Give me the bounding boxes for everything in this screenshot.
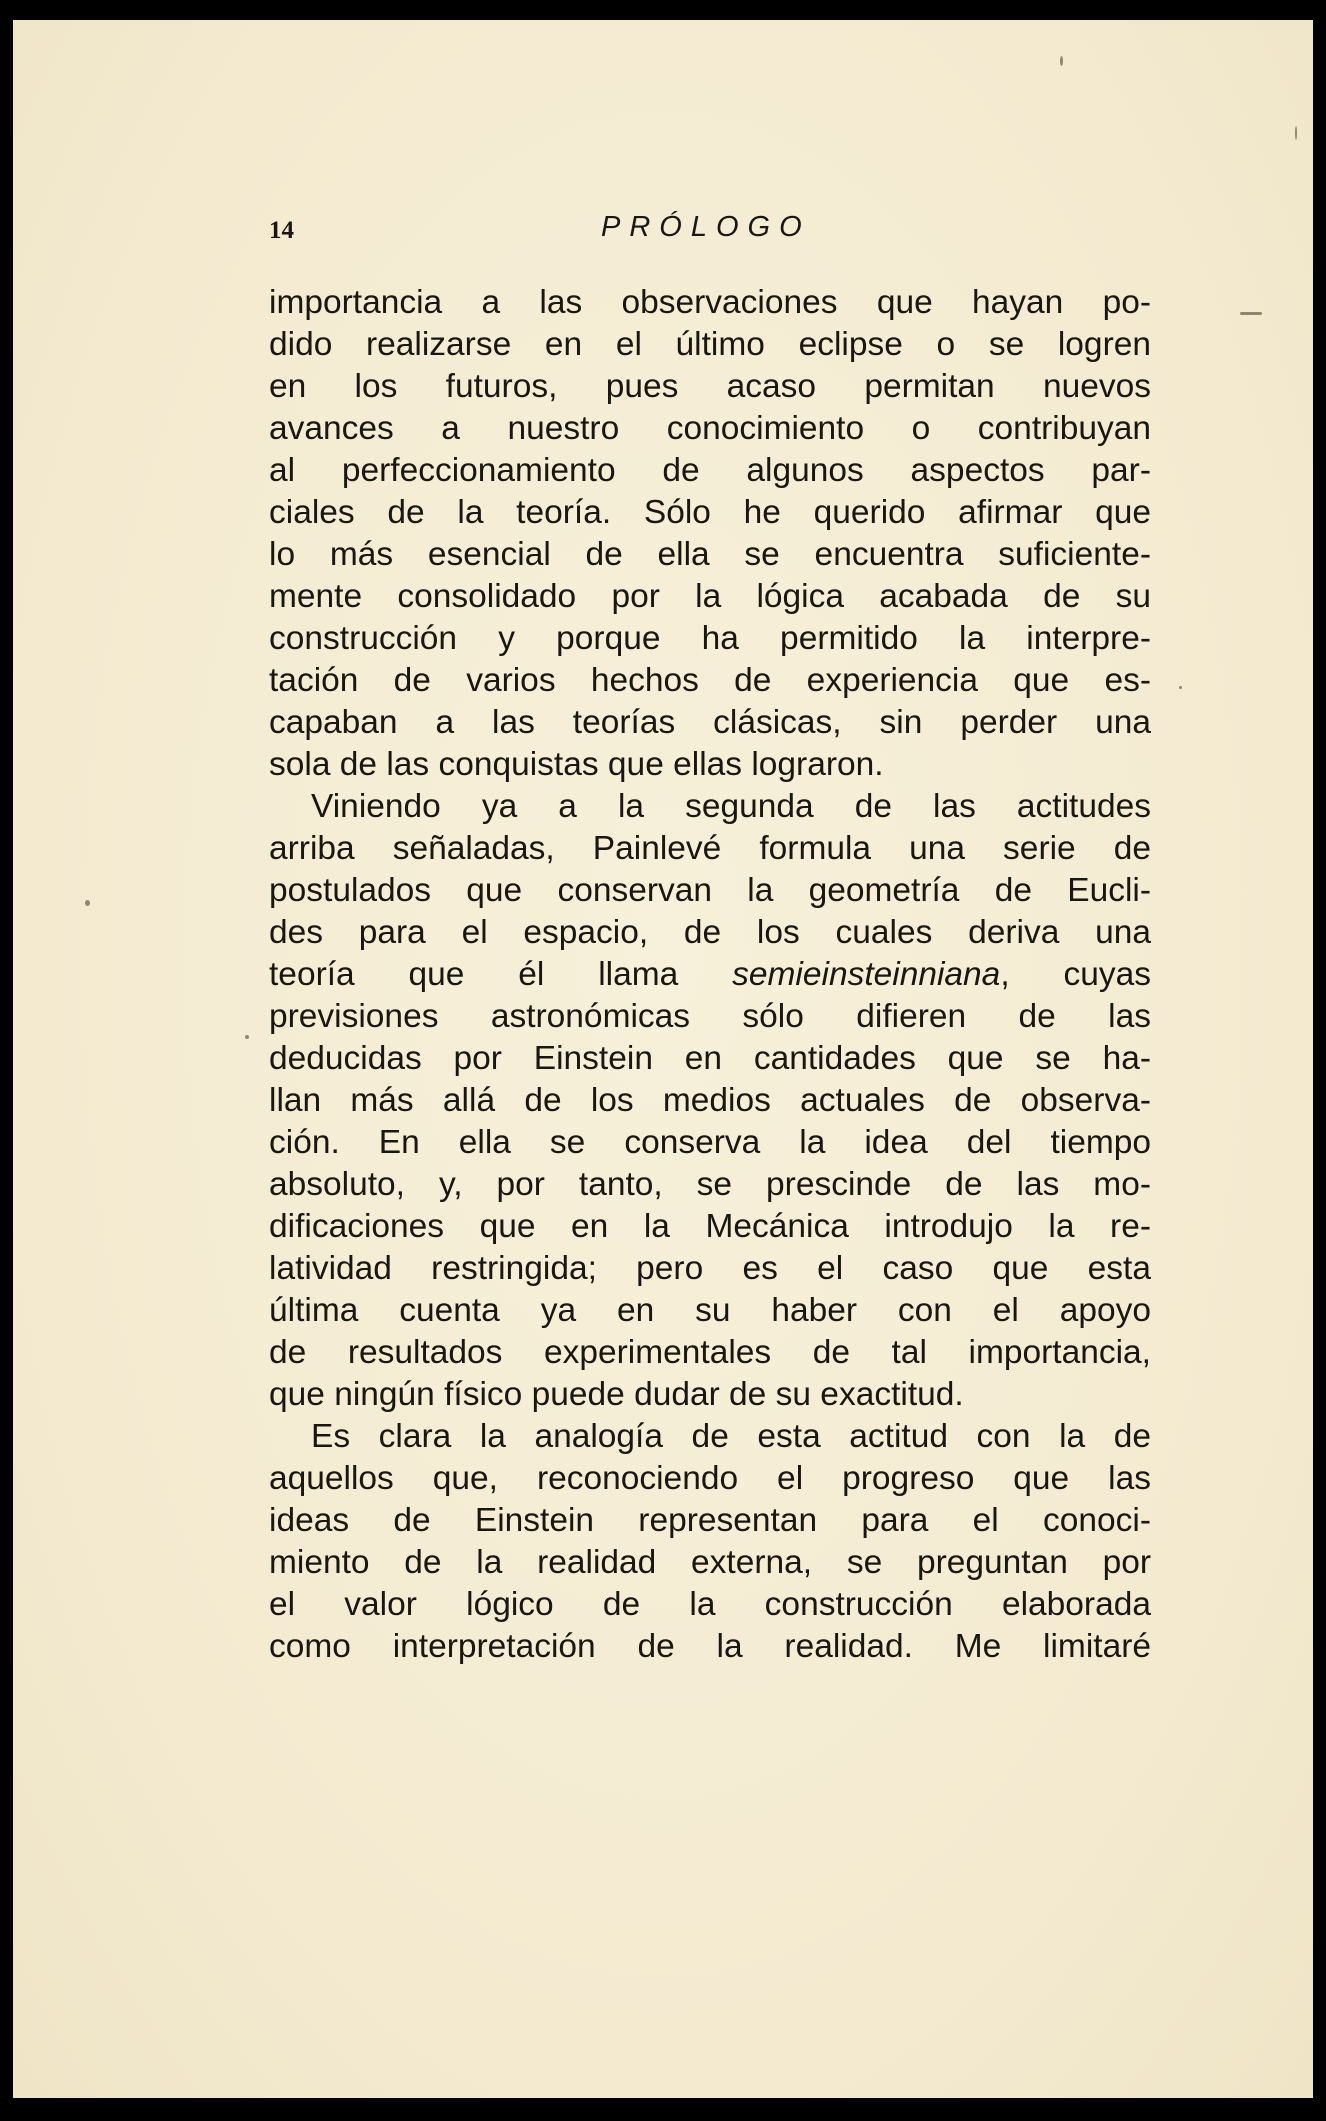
text-line: última cuenta ya en su haber con el apoyo — [269, 1292, 1151, 1329]
paper-speck — [245, 1035, 249, 1039]
text-line: llan más allá de los medios actuales de observa- — [269, 1082, 1151, 1119]
text-line: absoluto, y, por tanto, se prescinde de las mo- — [269, 1166, 1151, 1203]
paragraph — [269, 282, 1151, 786]
text-line: Es clara la analogía de esta actitud con la de — [311, 1418, 1151, 1455]
text-run: , cuyas — [1000, 956, 1151, 993]
text-line: lo más esencial de ella se encuentra suficiente- — [269, 536, 1151, 573]
text-line: ideas de Einstein representan para el conoci- — [269, 1502, 1151, 1539]
text-line: en los futuros, pues acaso permitan nuevos — [269, 368, 1151, 405]
text-line: construcción y porque ha permitido la interpre- — [269, 620, 1151, 657]
text-line: avances a nuestro conocimiento o contribuyan — [269, 410, 1151, 447]
text-line: deducidas por Einstein en cantidades que se ha- — [269, 1040, 1151, 1077]
page-number: 14 — [269, 217, 294, 244]
text-line: miento de la realidad externa, se preguntan por — [269, 1544, 1151, 1581]
italic-term: semieinsteinniana — [732, 956, 1001, 993]
text-line: latividad restringida; pero es el caso que esta — [269, 1250, 1151, 1287]
text-line: que ningún físico puede dudar de su exactitud. — [269, 1376, 964, 1413]
text-line: sola de las conquistas que ellas lograron. — [269, 746, 884, 783]
text-line: arriba señaladas, Painlevé formula una serie de — [269, 830, 1151, 867]
text-line: tación de varios hechos de experiencia que es- — [269, 662, 1151, 699]
text-line: de resultados experimentales de tal importancia, — [269, 1334, 1151, 1371]
text-line: dido realizarse en el último eclipse o se logren — [269, 326, 1151, 363]
text-line: dificaciones que en la Mecánica introdujo la re- — [269, 1208, 1151, 1245]
paper-speck — [1295, 126, 1297, 140]
text-line: ciales de la teoría. Sólo he querido afirmar que — [269, 494, 1151, 531]
text-line: postulados que conservan la geometría de Eucli- — [269, 872, 1151, 909]
paper-speck — [1179, 686, 1182, 689]
running-title: PRÓLOGO — [601, 211, 811, 243]
text-line: Viniendo ya a la segunda de las actitudes — [311, 788, 1151, 825]
text-line: al perfeccionamiento de algunos aspectos par- — [269, 452, 1151, 489]
text-line: aquellos que, reconociendo el progreso que las — [269, 1460, 1151, 1497]
paragraph — [269, 1416, 1151, 1668]
paper-speck — [85, 900, 90, 906]
text-line: importancia a las observaciones que hayan po- — [269, 284, 1151, 321]
text-line: mente consolidado por la lógica acabada de su — [269, 578, 1151, 615]
paper-speck — [1240, 312, 1262, 315]
paragraph — [269, 786, 1151, 1416]
text-line-emphasis — [269, 954, 1151, 996]
text-line: capaban a las teorías clásicas, sin perder una — [269, 704, 1151, 741]
text-line: el valor lógico de la construcción elaborada — [269, 1586, 1151, 1623]
paper-speck — [1060, 56, 1063, 66]
running-header — [269, 211, 1149, 257]
text-run: teoría que él llama — [269, 956, 733, 993]
book-page — [13, 20, 1313, 2098]
body-text — [269, 282, 1151, 1668]
text-line: previsiones astronómicas sólo difieren de las — [269, 998, 1151, 1035]
text-line: ción. En ella se conserva la idea del tiempo — [269, 1124, 1151, 1161]
text-line: como interpretación de la realidad. Me limitaré — [269, 1628, 1151, 1665]
text-line: des para el espacio, de los cuales deriva una — [269, 914, 1151, 951]
